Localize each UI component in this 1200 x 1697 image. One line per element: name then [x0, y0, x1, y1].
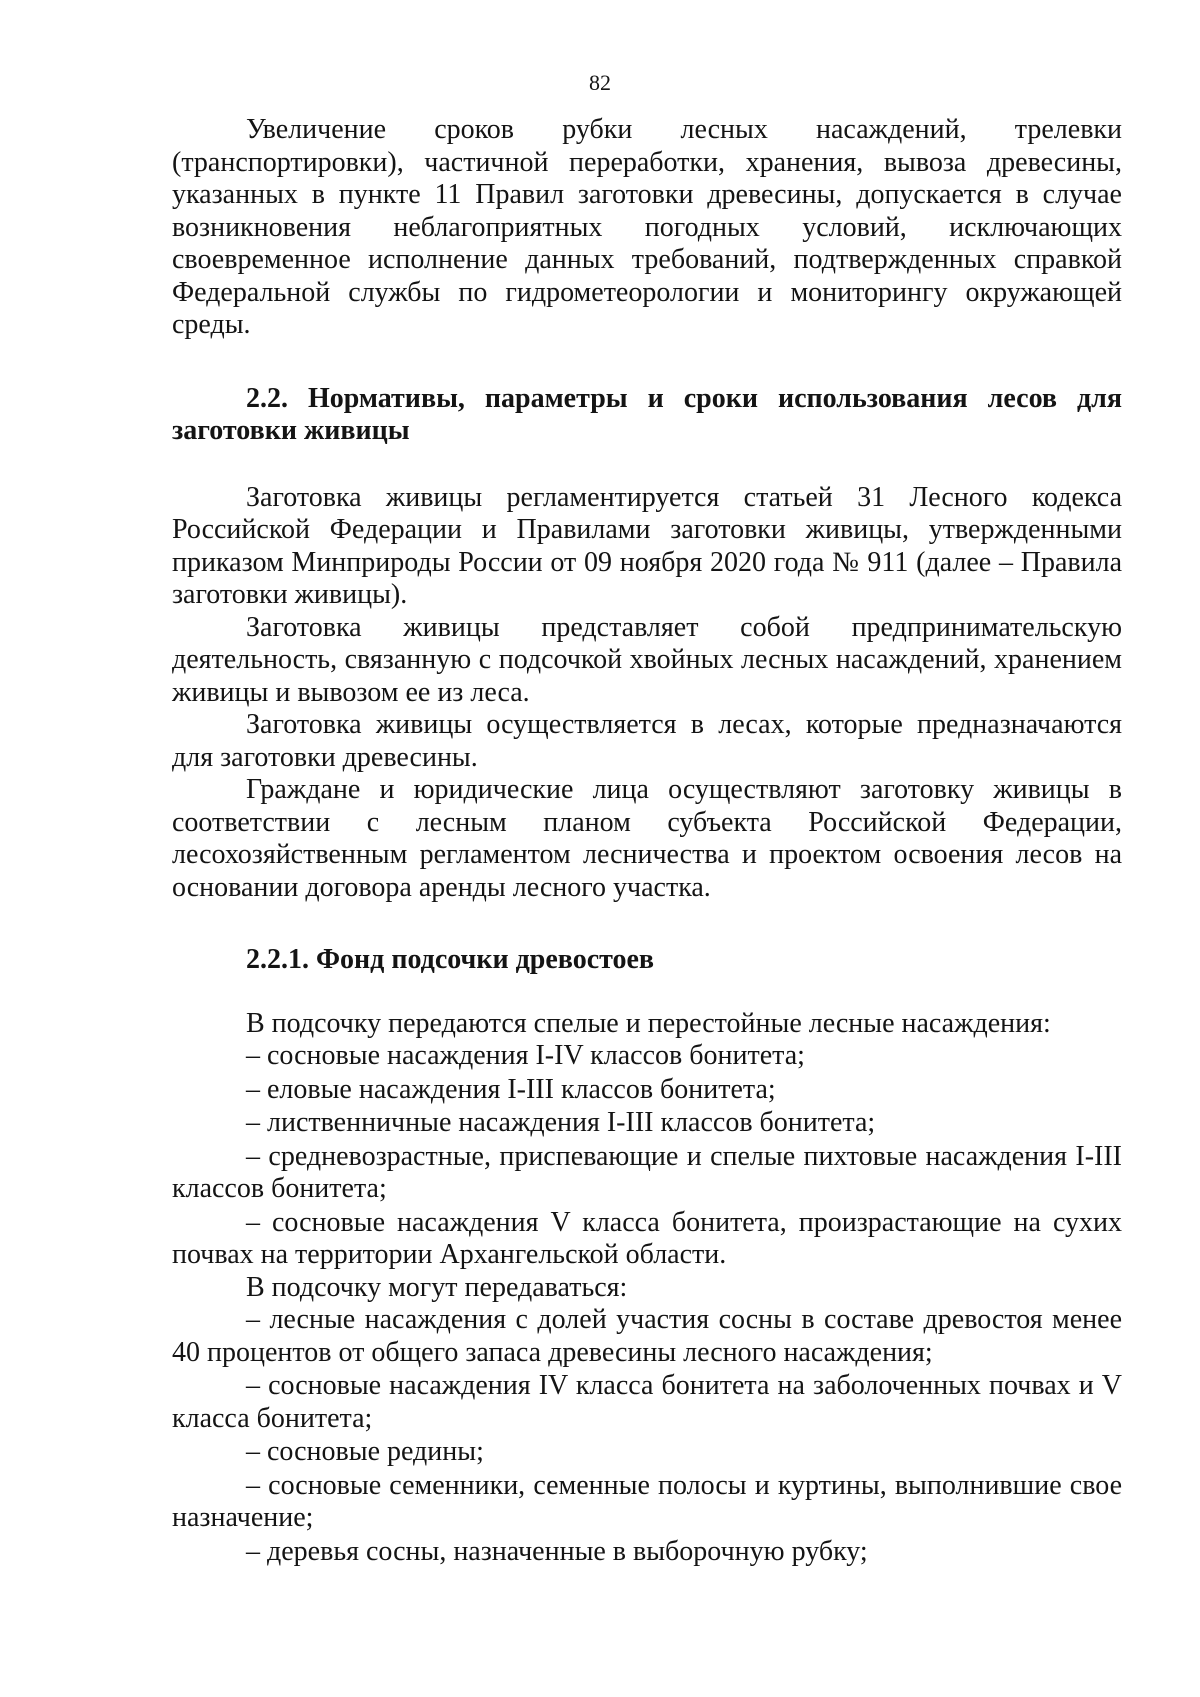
page-content: [172, 114, 1122, 1568]
list-item: – сосновые семенники, семенные полосы и куртины, выполнившие свое назначение;: [172, 1469, 1122, 1533]
paragraph-2-2-4: Граждане и юридические лица осуществляют заготовку живицы в соответствии с лесным планом субъекта Российской Федерации, лесохозяйственным регламентом лесничества и проектом освоения лесов на основании договора аренды лесного участка.: [172, 774, 1122, 903]
list-item: – лесные насаждения с долей участия сосны в составе древостоя менее 40 процентов от общего запаса древесины лесного насаждения;: [172, 1304, 1122, 1368]
paragraph-2-2-1: Заготовка живицы регламентируется статьей 31 Лесного кодекса Российской Федерации и Правилами заготовки живицы, утвержденными приказом Минприроды России от 09 ноября 2020 года № 911 (далее – Правила заготовки живицы).: [172, 481, 1122, 610]
list-item: – лиственничные насаждения I-III классов бонитета;: [246, 1107, 876, 1138]
intro-paragraph: Увеличение сроков рубки лесных насаждений, трелевки (транспортировки), частичной переработки, хранения, вывоза древесины, указанных в пункте 11 Правил заготовки древесины, допускается в случае возникновения неблагоприятных погодных условий, исключающих своевременное исполнение данных требований, подтвержденных справкой Федеральной службы по гидрометеорологии и мониторингу окружающей среды.: [172, 114, 1122, 340]
list-2: [172, 1304, 1122, 1568]
section-heading-2-2-1: 2.2.1. Фонд подсочки древостоев: [246, 944, 655, 975]
list-item: – сосновые насаждения IV класса бонитета на заболоченных почвах и V класса бонитета;: [172, 1370, 1122, 1434]
list-item: – деревья сосны, назначенные в выборочную рубку;: [246, 1535, 868, 1567]
list-item: – еловые насаждения I-III классов бонитета;: [246, 1073, 776, 1105]
list-item: – сосновые насаждения V класса бонитета, произрастающие на сухих почвах на территории Архангельской области.: [172, 1206, 1122, 1270]
paragraph-2-2-3: Заготовка живицы осуществляется в лесах, которые предназначаются для заготовки древесины.: [172, 709, 1122, 773]
list-item: – сосновые насаждения I-IV классов бонитета;: [246, 1040, 805, 1071]
list-item: – сосновые редины;: [246, 1436, 484, 1467]
section-heading-2-2: 2.2. Нормативы, параметры и сроки использования лесов для заготовки живицы: [172, 382, 1122, 446]
paragraph-2-2-2: Заготовка живицы представляет собой предпринимательскую деятельность, связанную с подсочкой хвойных лесных насаждений, хранением живицы и вывозом ее из леса.: [172, 611, 1122, 708]
page-number: 82: [589, 70, 611, 95]
list-intro-2: В подсочку могут передаваться:: [246, 1271, 628, 1303]
list-1: [172, 1040, 1122, 1272]
list-item: – средневозрастные, приспевающие и спелые пихтовые насаждения I-III классов бонитета;: [172, 1140, 1122, 1204]
list-intro-1: В подсочку передаются спелые и перестойные лесные насаждения:: [246, 1007, 1051, 1039]
